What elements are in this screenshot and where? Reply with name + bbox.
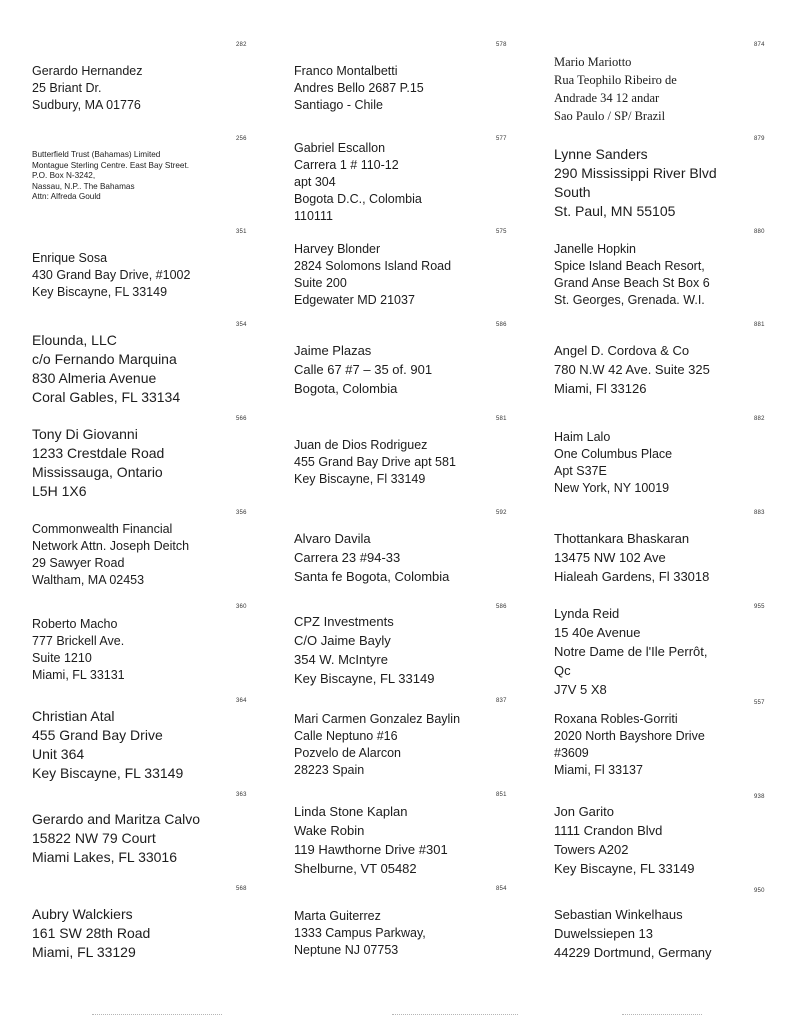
address-line: Grand Anse Beach St Box 6: [554, 276, 710, 290]
address-line: Edgewater MD 21037: [294, 293, 415, 307]
address-line: South: [554, 184, 591, 200]
address-line: Sebastian Winkelhaus: [554, 907, 683, 922]
label-number: 880: [754, 229, 765, 235]
address-line: Lynda Reid: [554, 606, 620, 621]
label-number: 883: [754, 510, 765, 516]
address-line: Elounda, LLC: [32, 332, 117, 348]
label-number: 256: [236, 136, 247, 142]
address-block: [32, 150, 189, 203]
address-line: Thottankara Bhaskaran: [554, 531, 690, 546]
label-number: 950: [754, 888, 765, 894]
label-column-left: [0, 0, 250, 1000]
label-column-right: [502, 0, 765, 1000]
address-block: [32, 521, 189, 589]
address-line: Bogota D.C., Colombia: [294, 192, 422, 206]
address-line: 161 SW 28th Road: [32, 925, 151, 941]
address-line: 830 Almeria Avenue: [32, 370, 157, 386]
address-line: Wake Robin: [294, 823, 365, 838]
address-line: Commonwealth Financial: [32, 522, 173, 536]
address-line: Jon Garito: [554, 804, 614, 819]
address-line: Carrera 1 # 110-12: [294, 158, 399, 172]
address-line: Rua Teophilo Ribeiro de: [554, 73, 677, 87]
address-block: [32, 616, 125, 684]
address-line: 430 Grand Bay Drive, #1002: [32, 268, 191, 282]
address-block: [32, 905, 150, 962]
label-number: 351: [236, 229, 247, 235]
address-line: Bogota, Colombia: [294, 381, 398, 396]
label-number: 586: [496, 322, 507, 328]
footer-divider: [92, 1014, 222, 1016]
address-line: Sudbury, MA 01776: [32, 98, 141, 112]
address-block: [554, 529, 709, 586]
address-line: Key Biscayne, FL 33149: [32, 765, 184, 781]
label-number: 575: [496, 229, 507, 235]
address-line: Santiago - Chile: [294, 98, 383, 112]
label-number: 874: [754, 42, 765, 48]
address-line: Towers A202: [554, 842, 629, 857]
address-line: Suite 200: [294, 276, 347, 290]
address-line: Marta Guiterrez: [294, 909, 381, 923]
address-line: St. Paul, MN 55105: [554, 203, 676, 219]
address-line: 2020 North Bayshore Drive: [554, 729, 705, 743]
address-line: St. Georges, Grenada. W.I.: [554, 293, 705, 307]
address-block: [32, 63, 142, 114]
label-number: 363: [236, 792, 247, 798]
label-number: 578: [496, 42, 507, 48]
address-line: Coral Gables, FL 33134: [32, 389, 181, 405]
address-line: Roxana Robles-Gorriti: [554, 712, 678, 726]
address-line: Montague Sterling Centre. East Bay Street.: [32, 160, 190, 170]
address-block: [32, 810, 200, 867]
address-line: Carrera 23 #94-33: [294, 550, 401, 565]
address-line: Gabriel Escallon: [294, 141, 386, 155]
address-block: [32, 250, 190, 301]
address-line: Shelburne, VT 05482: [294, 861, 417, 876]
address-block: [294, 241, 451, 309]
address-line: Franco Montalbetti: [294, 64, 398, 78]
address-line: Calle 67 #7 – 35 of. 901: [294, 362, 433, 377]
address-block: [294, 802, 448, 878]
address-line: 1111 Crandon Blvd: [554, 823, 663, 838]
address-block: [32, 331, 180, 407]
label-column-middle: [250, 0, 507, 1000]
address-line: Lynne Sanders: [554, 146, 648, 162]
address-line: Sao Paulo / SP/ Brazil: [554, 109, 666, 123]
address-block: [294, 437, 456, 488]
label-number: 938: [754, 794, 765, 800]
address-line: 455 Grand Bay Drive: [32, 727, 163, 743]
address-line: Andrade 34 12 andar: [554, 91, 660, 105]
address-line: c/o Fernando Marquina: [32, 351, 177, 367]
address-line: Jaime Plazas: [294, 343, 372, 358]
address-block: [294, 612, 434, 688]
label-number: 557: [754, 700, 765, 706]
address-line: Andres Bello 2687 P.15: [294, 81, 424, 95]
address-line: 455 Grand Bay Drive apt 581: [294, 455, 456, 469]
address-line: Unit 364: [32, 746, 85, 762]
label-number: 882: [754, 416, 765, 422]
label-number: 568: [236, 886, 247, 892]
address-line: 15 40e Avenue: [554, 625, 641, 640]
address-line: Suite 1210: [32, 651, 92, 665]
address-line: Spice Island Beach Resort,: [554, 259, 705, 273]
address-line: Santa fe Bogota, Colombia: [294, 569, 450, 584]
address-line: 44229 Dortmund, Germany: [554, 945, 712, 960]
address-line: 28223 Spain: [294, 763, 365, 777]
address-line: #3609: [554, 746, 589, 760]
address-line: Pozvelo de Alarcon: [294, 746, 402, 760]
address-line: Miami, FL 33129: [32, 944, 136, 960]
label-number: 955: [754, 604, 765, 610]
address-line: 119 Hawthorne Drive #301: [294, 842, 448, 857]
address-line: Qc: [554, 663, 571, 678]
address-line: Gerardo Hernandez: [32, 64, 143, 78]
label-number: 854: [496, 886, 507, 892]
address-line: Mari Carmen Gonzalez Baylin: [294, 712, 461, 726]
label-number: 879: [754, 136, 765, 142]
address-line: Christian Atal: [32, 708, 115, 724]
address-line: Hialeah Gardens, Fl 33018: [554, 569, 710, 584]
address-line: Waltham, MA 02453: [32, 573, 145, 587]
address-block: [294, 529, 449, 586]
address-line: Butterfield Trust (Bahamas) Limited: [32, 150, 161, 159]
address-block: [294, 140, 422, 225]
footer-divider: [622, 1014, 702, 1016]
address-line: P.O. Box N-3242,: [32, 171, 96, 180]
address-line: L5H 1X6: [32, 483, 87, 499]
address-line: 290 Mississippi River Blvd: [554, 165, 717, 181]
address-block: [294, 711, 460, 779]
address-line: apt 304: [294, 175, 336, 189]
label-number: 364: [236, 698, 247, 704]
address-line: 354 W. McIntyre: [294, 652, 388, 667]
address-line: 15822 NW 79 Court: [32, 830, 156, 846]
label-number: 592: [496, 510, 507, 516]
address-line: Miami, FL 33131: [32, 668, 125, 682]
address-line: 2824 Solomons Island Road: [294, 259, 452, 273]
address-line: Angel D. Cordova & Co: [554, 343, 690, 358]
address-block: [294, 908, 426, 959]
address-line: 780 N.W 42 Ave. Suite 325: [554, 362, 710, 377]
address-line: One Columbus Place: [554, 447, 673, 461]
address-block: [554, 429, 672, 497]
address-line: Key Biscayne, FL 33149: [554, 861, 695, 876]
address-line: Attn: Alfreda Gould: [32, 192, 101, 201]
address-line: Key Biscayne, Fl 33149: [294, 472, 426, 486]
label-number: 586: [496, 604, 507, 610]
address-line: C/O Jaime Bayly: [294, 633, 391, 648]
address-block: [554, 145, 717, 221]
address-line: 13475 NW 102 Ave: [554, 550, 666, 565]
address-line: Apt S37E: [554, 464, 607, 478]
label-number: 581: [496, 416, 507, 422]
label-number: 360: [236, 604, 247, 610]
label-number: 282: [236, 42, 247, 48]
address-line: New York, NY 10019: [554, 481, 670, 495]
label-number: 356: [236, 510, 247, 516]
address-line: Juan de Dios Rodriguez: [294, 438, 428, 452]
address-line: Roberto Macho: [32, 617, 118, 631]
address-line: Notre Dame de l'Ile Perrôt,: [554, 644, 708, 659]
label-number: 566: [236, 416, 247, 422]
address-block: [554, 53, 677, 125]
address-line: Nassau, N.P.. The Bahamas: [32, 181, 135, 191]
address-line: Harvey Blonder: [294, 242, 381, 256]
address-line: 1233 Crestdale Road: [32, 445, 165, 461]
address-block: [32, 425, 164, 501]
label-number: 577: [496, 136, 507, 142]
address-block: [554, 802, 694, 878]
address-line: Neptune NJ 07753: [294, 943, 399, 957]
address-block: [554, 341, 710, 398]
address-line: Mississauga, Ontario: [32, 464, 163, 480]
address-line: CPZ Investments: [294, 614, 394, 629]
address-block: [554, 241, 710, 309]
address-line: Mario Mariotto: [554, 55, 632, 69]
address-line: Enrique Sosa: [32, 251, 108, 265]
address-line: 25 Briant Dr.: [32, 81, 102, 95]
address-line: Linda Stone Kaplan: [294, 804, 408, 819]
label-number: 881: [754, 322, 765, 328]
address-line: Key Biscayne, FL 33149: [294, 671, 435, 686]
address-line: Miami, Fl 33137: [554, 763, 643, 777]
address-block: [294, 63, 424, 114]
address-line: 29 Sawyer Road: [32, 556, 125, 570]
address-line: 110111: [294, 209, 333, 223]
address-block: [32, 707, 183, 783]
address-line: 1333 Campus Parkway,: [294, 926, 426, 940]
address-line: J7V 5 X8: [554, 682, 607, 697]
address-line: Tony Di Giovanni: [32, 426, 138, 442]
address-block: [294, 341, 432, 398]
address-line: Network Attn. Joseph Deitch: [32, 539, 190, 553]
address-block: [554, 905, 712, 962]
address-line: Haim Lalo: [554, 430, 611, 444]
address-block: [554, 711, 705, 779]
address-line: Alvaro Davila: [294, 531, 371, 546]
label-number: 354: [236, 322, 247, 328]
address-line: Miami Lakes, FL 33016: [32, 849, 177, 865]
address-line: Miami, Fl 33126: [554, 381, 647, 396]
address-line: Calle Neptuno #16: [294, 729, 398, 743]
label-number: 837: [496, 698, 507, 704]
address-line: Duwelssiepen 13: [554, 926, 654, 941]
address-line: Aubry Walckiers: [32, 906, 133, 922]
footer-divider: [392, 1014, 518, 1016]
address-line: Gerardo and Maritza Calvo: [32, 811, 201, 827]
address-line: Janelle Hopkin: [554, 242, 636, 256]
address-line: Key Biscayne, FL 33149: [32, 285, 168, 299]
address-line: 777 Brickell Ave.: [32, 634, 125, 648]
address-block: [554, 604, 708, 699]
label-number: 851: [496, 792, 507, 798]
